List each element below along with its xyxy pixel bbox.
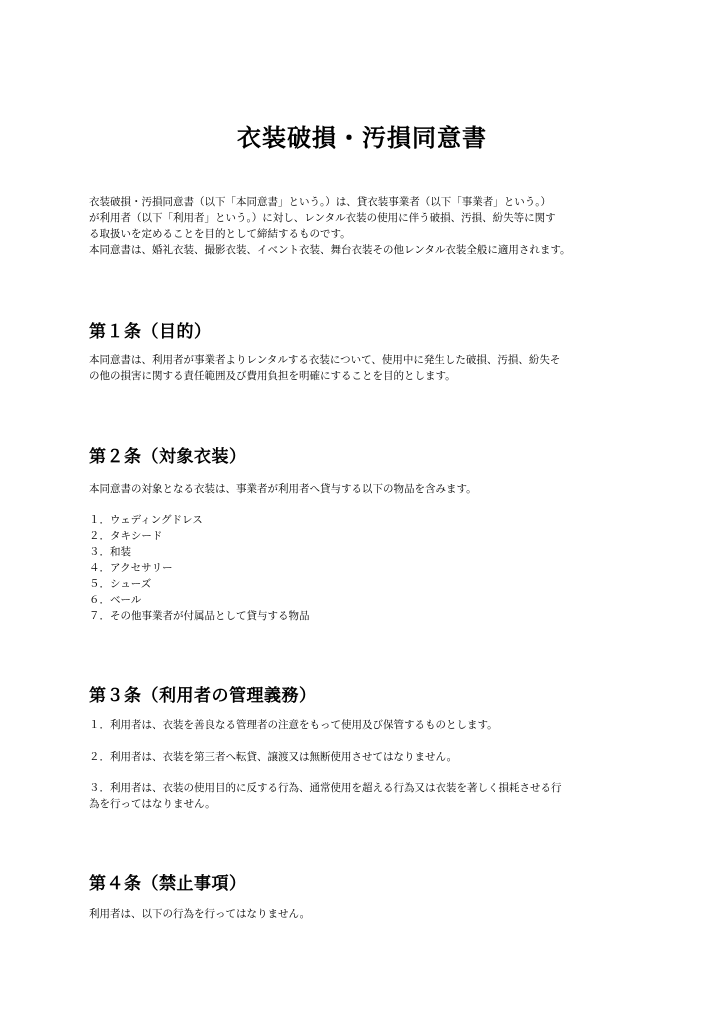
article1-line: の他の損害に関する責任範囲及び費用負担を明確にすることを目的とします。 <box>89 370 456 382</box>
list-item: ５．シューズ <box>89 578 152 590</box>
list-item: ７．その他事業者が付属品として貸与する物品 <box>89 610 310 622</box>
intro-paragraph <box>89 194 649 258</box>
article2-item-list <box>89 512 310 624</box>
document-title: 衣装破損・汚損同意書 <box>237 124 487 152</box>
article3-clause-3 <box>89 780 649 812</box>
article3-clause-2: ２．利用者は、衣装を第三者へ転貸、譲渡又は無断使用させてはなりません。 <box>89 751 458 763</box>
article1-body <box>89 352 649 384</box>
article3-clause-3-line: 為を行ってはなりません。 <box>89 798 216 810</box>
article1-line: 本同意書は、利用者が事業者よりレンタルする衣装について、使用中に発生した破損、汚損、紛失そ <box>89 354 561 366</box>
article4-heading: 第４条（禁止事項） <box>89 874 247 894</box>
article3-clause-3-line: ３．利用者は、衣装の使用目的に反する行為、通常使用を超える行為又は衣装を著しく損耗させる行 <box>89 782 562 794</box>
list-item: ４．アクセサリー <box>89 562 173 574</box>
article4-lead: 利用者は、以下の行為を行ってはなりません。 <box>89 908 311 920</box>
list-item: ２．タキシード <box>89 530 163 542</box>
intro-line: が利用者（以下「利用者」という。）に対し、レンタル衣装の使用に伴う破損、汚損、紛失等に関す <box>89 212 556 224</box>
list-item: ３．和装 <box>89 546 131 558</box>
article3-clause-1: １．利用者は、衣装を善良なる管理者の注意をもって使用及び保管するものとします。 <box>89 719 498 731</box>
intro-line: 衣装破損・汚損同意書（以下「本同意書」という。）は、貸衣装事業者（以下「事業者」という。） <box>89 196 551 208</box>
article2-heading: 第２条（対象衣装） <box>89 447 247 467</box>
article1-heading: 第１条（目的） <box>89 322 212 342</box>
article3-heading: 第３条（利用者の管理義務） <box>89 686 317 706</box>
intro-line: 本同意書は、婚礼衣装、撮影衣装、イベント衣装、舞台衣装その他レンタル衣装全般に適用されます。 <box>89 244 571 256</box>
article2-lead: 本同意書の対象となる衣装は、事業者が利用者へ貸与する以下の物品を含みます。 <box>89 483 477 495</box>
intro-line: る取扱いを定めることを目的として締結するものです。 <box>89 228 351 240</box>
list-item: ６．ベール <box>89 594 142 606</box>
list-item: １．ウェディングドレス <box>89 514 203 526</box>
